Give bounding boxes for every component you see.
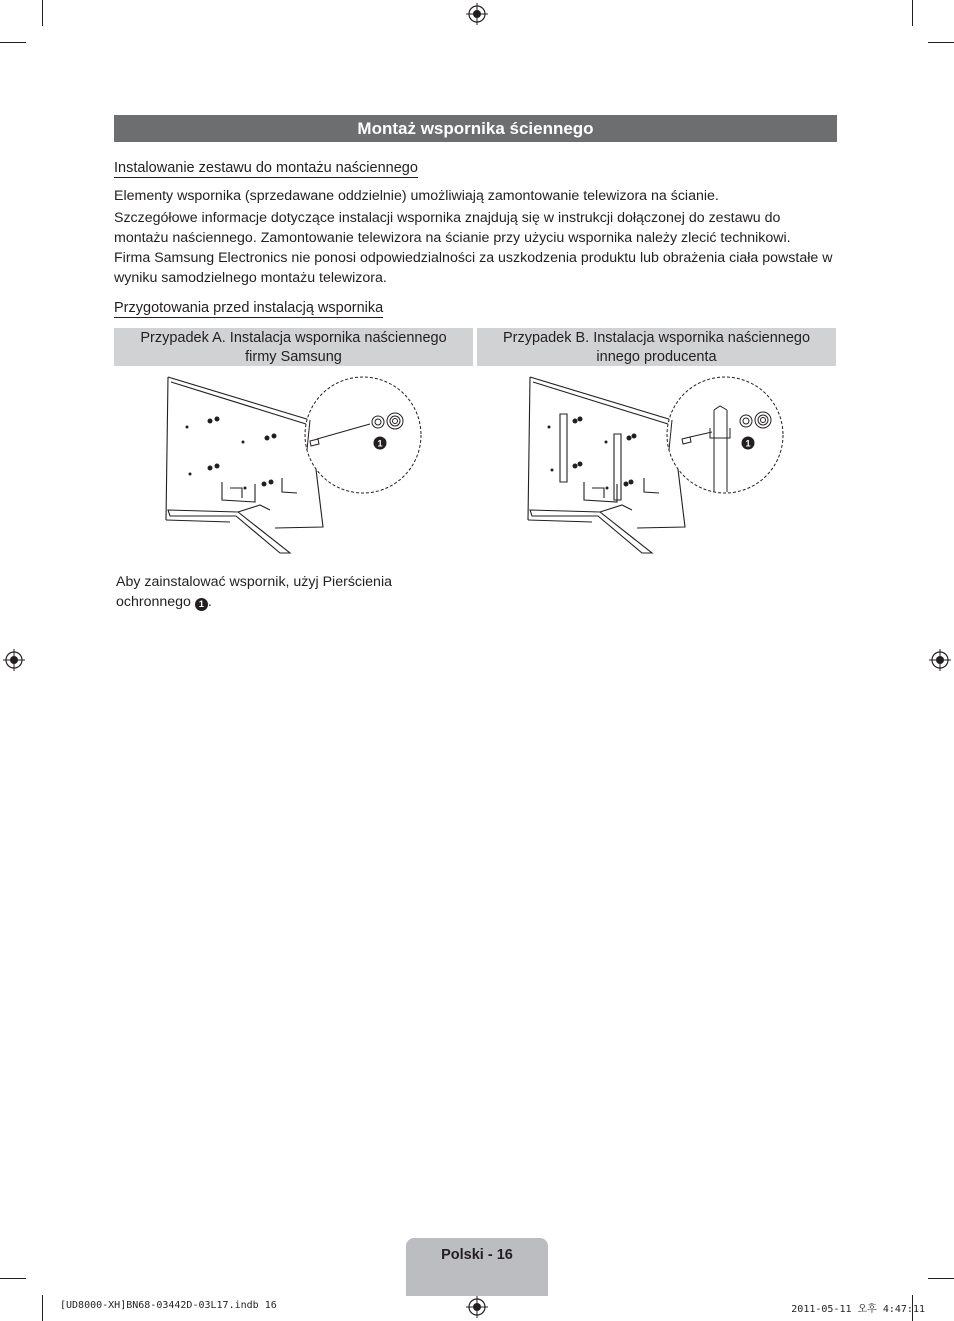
paragraph-1: Elementy wspornika (sprzedawane oddzielnie) umożliwiają zamontowanie telewizora na ścianie.	[114, 188, 719, 204]
section-heading-prep	[114, 299, 383, 317]
registration-mark-icon	[3, 649, 25, 671]
tv-wall-mount-illustration-a	[160, 370, 430, 560]
section-heading-text: Instalowanie zestawu do montażu naściennego	[114, 160, 418, 176]
page-number: Polski - 16	[441, 1247, 513, 1263]
crop-mark	[928, 1278, 954, 1279]
note-end: .	[207, 594, 212, 610]
registration-mark-icon	[466, 3, 488, 25]
crop-mark	[42, 0, 43, 26]
paragraph-3: Firma Samsung Electronics nie ponosi odpowiedzialności za uszkodzenia produktu lub obrażenia ciała powstałe w wyniku samodzielnego montażu telewizora.	[114, 250, 833, 286]
number-1-badge-icon: 1	[195, 598, 208, 611]
note-body: Aby zainstalować wspornik, użyj Pierścienia ochronnego	[116, 574, 392, 610]
print-slug-date: 2011-05-11 오후 4:47:11	[791, 1304, 925, 1315]
crop-mark	[0, 1278, 26, 1279]
crop-mark	[0, 42, 26, 43]
note-text	[116, 572, 416, 612]
registration-mark-icon	[466, 1296, 488, 1318]
section-heading-text: Przygotowania przed instalacją wspornika	[114, 300, 384, 316]
print-slug-file: [UD8000-XH]BN68-03442D-03L17.indb 16	[60, 1300, 277, 1311]
crop-mark	[912, 0, 913, 26]
case-b-header: Przypadek B. Instalacja wspornika naściennego innego producenta	[477, 328, 836, 366]
crop-mark	[928, 42, 954, 43]
tv-wall-mount-illustration-b	[522, 370, 792, 560]
registration-mark-icon	[929, 649, 951, 671]
number-1-badge-icon: 1	[377, 438, 383, 449]
paragraph-2: Szczegółowe informacje dotyczące instalacji wspornika znajdują się w instrukcji dołączonej do zestawu do montażu naściennego. Zamontowanie telewizora na ścianie przy użyciu wspornika należy zlecić technikowi.	[114, 210, 791, 246]
page-title: Montaż wspornika ściennego	[114, 115, 837, 142]
section-heading-install	[114, 159, 418, 177]
page-number-tab	[406, 1238, 548, 1296]
crop-mark	[42, 1295, 43, 1321]
number-1-badge-icon: 1	[745, 438, 751, 449]
case-a-header: Przypadek A. Instalacja wspornika naściennego firmy Samsung	[114, 328, 473, 366]
